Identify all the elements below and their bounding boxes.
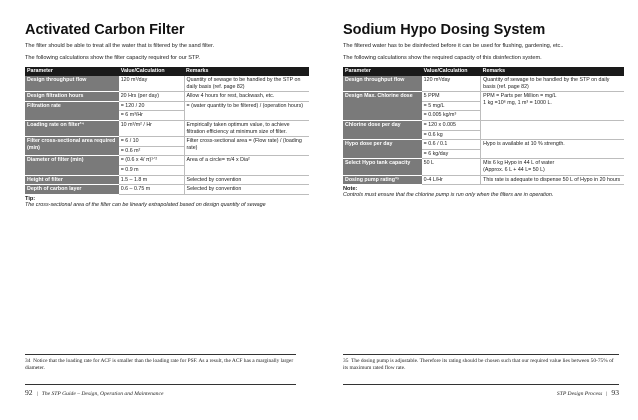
footnote-number: 35 [343, 358, 349, 364]
right-page [319, 0, 638, 420]
remark-cell: Empirically taken optimum value, to achieve filtration efficiency at minimum size of filter. [184, 120, 309, 136]
value-cell [119, 76, 184, 92]
column-header: Parameter [343, 67, 422, 76]
value-text: 1.5 – 1.8 m [120, 176, 148, 183]
table-row [25, 101, 309, 120]
value-text: = 120 x 0.005 [423, 121, 456, 128]
value-text: = 5 mg/L [422, 101, 481, 110]
page-number: 92 [25, 388, 33, 397]
value-text: = 6 / 10 [120, 138, 139, 145]
value-text: 0.6 – 0.75 m [120, 186, 151, 193]
parameter-cell: Chlorine dose per day [343, 120, 422, 139]
table-row [25, 76, 309, 92]
parameter-cell: Height of filter [25, 175, 119, 185]
value-cell [422, 159, 481, 175]
parameter-cell: Design throughput flow [343, 76, 422, 92]
value-cell [119, 101, 184, 120]
table-row [343, 120, 624, 139]
table-body [25, 76, 309, 194]
table-row [25, 92, 309, 102]
footnote-text: Notice that the loading rate for ACF is smaller than the loading rate for PSF. As a result, the ACF has a marginally larger diameter. [25, 358, 294, 371]
table-row [25, 120, 309, 136]
value-text: 20 Hrs (per day) [120, 93, 159, 100]
calculation-table [25, 67, 309, 195]
value-text: 5 PPM [423, 93, 440, 100]
remark-cell: Mix 6 kg Hypo in 44 L of water (Approx. 6 L + 44 L= 50 L) [481, 159, 624, 175]
intro-text: The following calculations show the filter capacity required for our STP. [25, 55, 200, 61]
value-text: = (0.6 x 4/ π)¹ᐟ² [120, 157, 158, 164]
page-footer: 92 | The STP Guide – Design, Operation and Maintenance [25, 388, 164, 397]
note-label: Note: [343, 186, 358, 193]
remark-cell: Area of a circle= π/4 x Dia² [184, 156, 309, 175]
page-footer: STP Design Process | 93 [556, 388, 619, 397]
footnote-rule [343, 354, 619, 355]
table-row [25, 137, 309, 156]
value-cell [422, 120, 481, 139]
footnote-text: The dosing pump is adjustable. Therefore its rating should be chosen such that our required value lies between 50-75% of its maximum rated flow rate. [343, 358, 614, 371]
table-body [343, 76, 624, 185]
value-text: = 6 kg/day [422, 149, 481, 158]
footnote [25, 358, 300, 371]
remark-cell: Quantity of sewage to be handled by the STP on daily basis (ref. page 82) [481, 76, 624, 92]
value-cell [119, 175, 184, 185]
footer-rule [343, 384, 619, 385]
value-cell [422, 92, 481, 121]
parameter-cell: Diameter of filter (min) [25, 156, 119, 175]
value-text: = 0.005 kg/m³ [422, 110, 481, 119]
table-header-row [25, 67, 309, 76]
footnote-number: 34 [25, 358, 31, 364]
section-title: Sodium Hypo Dosing System [343, 22, 546, 38]
remark-cell: Quantity of sewage to be handled by the STP on daily basis (ref. page 82) [184, 76, 309, 92]
table-header-row [343, 67, 624, 76]
parameter-cell: Depth of carbon layer [25, 185, 119, 195]
table-row [25, 175, 309, 185]
column-header: Remarks [184, 67, 309, 76]
remark-cell: Selected by convention [184, 175, 309, 185]
table-row [343, 92, 624, 121]
value-text: = 120 / 20 [120, 102, 145, 109]
value-text: = 0.6 kg [422, 130, 481, 139]
table-row [343, 76, 624, 92]
table-row [25, 156, 309, 175]
remark-cell: Allow 4 hours for rest, backwash, etc. [184, 92, 309, 102]
parameter-cell: Filter cross-sectional area required (min) [25, 137, 119, 156]
value-cell [119, 92, 184, 102]
table-row [343, 140, 624, 159]
value-cell [422, 76, 481, 92]
parameter-cell: Design Max. Chlorine dose [343, 92, 422, 121]
value-text: = 0.6 / 0.1 [423, 141, 448, 148]
parameter-cell: Design filtration hours [25, 92, 119, 102]
remark-cell: Filter cross-sectional area = (Flow rate) / (loading rate) [184, 137, 309, 156]
remark-cell: Selected by convention [184, 185, 309, 195]
column-header: Value/Calculation [119, 67, 184, 76]
remark-cell: PPM = Parts per Million = mg/L 1 kg =10⁶ mg, 1 m³ = 1000 L. [481, 92, 624, 121]
remark-cell: Hypo is available at 10 % strength. [481, 140, 624, 159]
value-cell [119, 120, 184, 136]
remark-cell [481, 120, 624, 139]
value-cell [119, 137, 184, 156]
value-text: 50 L [423, 160, 434, 167]
tip-label: Tip: [25, 195, 36, 202]
value-cell [119, 185, 184, 195]
table-row [25, 185, 309, 195]
intro-text: The filtered water has to be disinfected before it can be used for flushing, gardening, etc.. [343, 43, 564, 49]
remark-cell: This rate is adequate to dispense 50 L of Hypo in 20 hours [481, 175, 624, 185]
value-text: = 6 m³/Hr [119, 110, 184, 119]
value-text: 0-4 L/Hr [423, 176, 443, 183]
table-row [343, 175, 624, 185]
parameter-cell: Hypo dose per day [343, 140, 422, 159]
footnote [343, 358, 619, 371]
value-text: = 0.9 m [119, 165, 184, 174]
value-text: 120 m³/day [423, 77, 451, 83]
remark-cell: = (water quantity to be filtered) / (operation hours) [184, 101, 309, 120]
parameter-cell: Select Hypo tank capacity [343, 159, 422, 175]
column-header: Parameter [25, 67, 119, 76]
value-cell [422, 140, 481, 159]
parameter-cell: Design throughput flow [25, 76, 119, 92]
running-title: STP Design Process [556, 391, 603, 397]
tip-text: The cross-sectional area of the filter can be linearly extrapolated based on design quantity of sewage [25, 201, 266, 208]
intro-text: The following calculations show the required capacity of this disinfection system. [343, 55, 542, 61]
parameter-cell: Filtration rate [25, 101, 119, 120]
column-header: Value/Calculation [422, 67, 481, 76]
footer-rule [25, 384, 296, 385]
intro-text: The filter should be able to treat all the water that is filtered by the sand filter. [25, 43, 215, 49]
parameter-cell: Dosing pump rating³⁵ [343, 175, 422, 185]
table-row [343, 159, 624, 175]
value-text: = 0.6 m² [119, 146, 184, 155]
value-text: 120 m³/day [120, 77, 148, 83]
note-text: Controls must ensure that the chlorine pump is run only when the filters are in operation. [343, 192, 554, 199]
section-title: Activated Carbon Filter [25, 22, 185, 38]
value-cell [422, 175, 481, 185]
running-title: The STP Guide – Design, Operation and Maintenance [41, 391, 164, 397]
footnote-rule [25, 354, 296, 355]
value-text: 10 m³/m² / Hr [120, 121, 152, 128]
page-number: 93 [611, 388, 619, 397]
column-header: Remarks [481, 67, 624, 76]
value-cell [119, 156, 184, 175]
calculation-table [343, 67, 624, 185]
parameter-cell: Loading rate on filter³⁴ [25, 120, 119, 136]
